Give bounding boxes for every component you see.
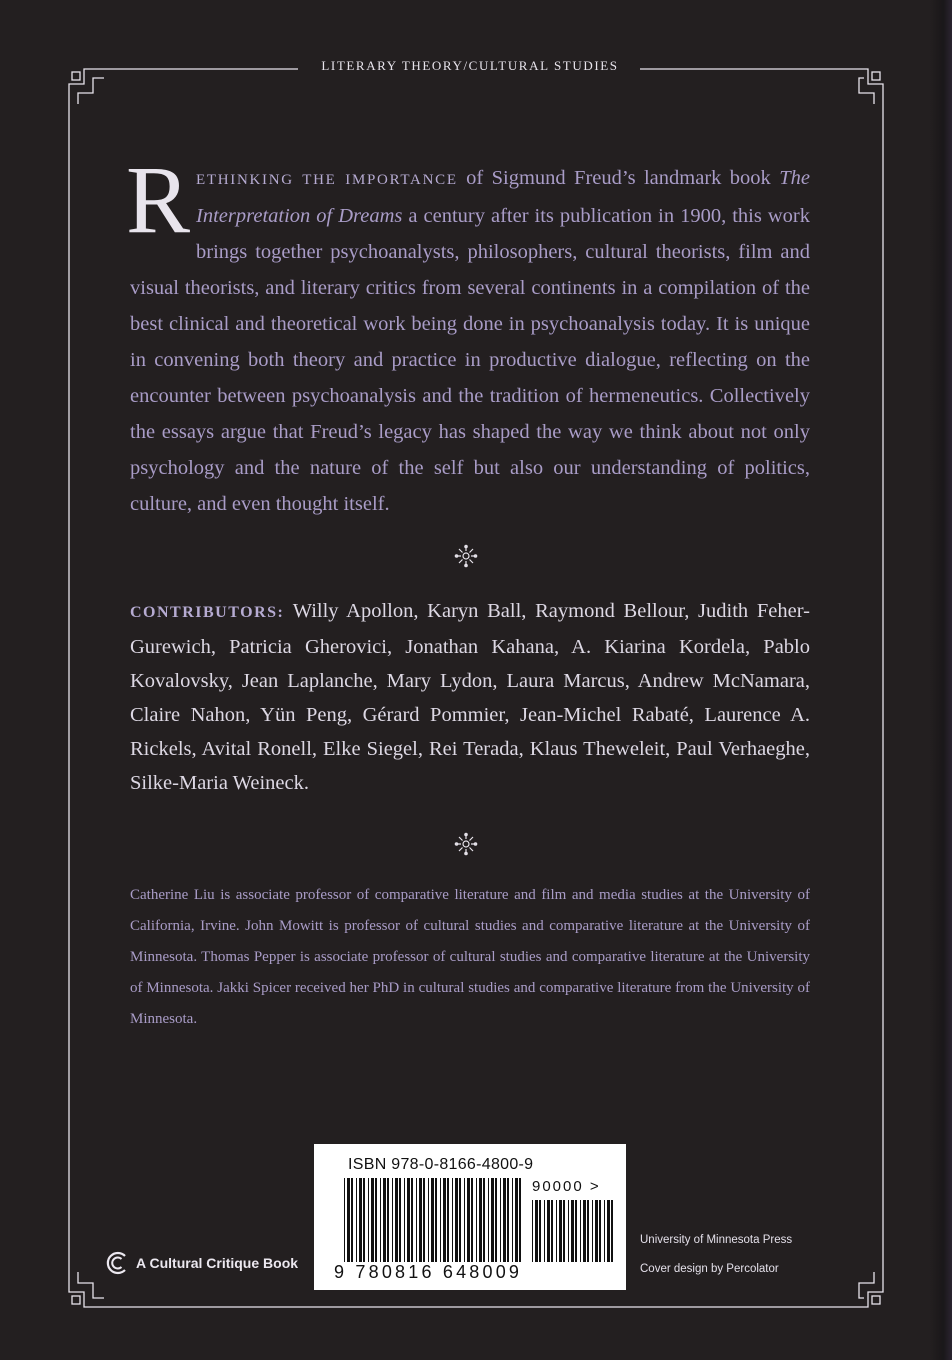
description-text-1: of Sigmund Freud’s landmark book bbox=[457, 167, 780, 189]
fleuron-ornament-icon bbox=[454, 832, 478, 856]
description-text-2: a century after its publication in 1900, this work brings together psychoanalysts, philosophers, cultural theorists, film and visual theorists, and literary critics from several continents in a compilation of the best clinical and theoretical work being done in psychoanalysis today. It is unique in convening both theory and practice in productive dialogue, reflecting on the encounter between psychoanalysis and the tradition of hermeneutics. Collectively the essays argue that Freud’s legacy has shaped the way we think about not only psychology and the nature of the self but also our understanding of politics, culture, and even thought itself. bbox=[130, 205, 810, 515]
fleuron-ornament-icon bbox=[454, 544, 478, 568]
series-label: A Cultural Critique Book bbox=[136, 1255, 299, 1271]
isbn-barcode-panel bbox=[314, 1144, 626, 1290]
contributors-paragraph bbox=[130, 594, 810, 800]
drop-cap: R bbox=[126, 146, 191, 253]
contributors-label: CONTRIBUTORS: bbox=[130, 604, 285, 621]
cover-design-credit: Cover design by Percolator bbox=[640, 1263, 779, 1275]
barcode-digits: 9 780816 648009 bbox=[334, 1262, 523, 1282]
publisher-name: University of Minnesota Press bbox=[640, 1234, 793, 1246]
category-label: LITERARY THEORY/CULTURAL STUDIES bbox=[321, 58, 619, 73]
lead-in-smallcaps: ETHINKING THE IMPORTANCE bbox=[196, 172, 458, 188]
description-paragraph bbox=[126, 146, 810, 522]
isbn-number: ISBN 978-0-8166-4800-9 bbox=[348, 1156, 534, 1173]
cultural-critique-logo-icon bbox=[104, 1250, 130, 1276]
contributors-names: Willy Apollon, Karyn Ball, Raymond Bellour, Judith Feher-Gurewich, Patricia Gherovici, Jonathan Kahana, A. Kiarina Kordela, Pablo Kovalovsky, Jean Laplanche, Mary Lydon, Laura Marcus, Andrew McNamara, Claire Nahon, Yün Peng, Gérard Pommier, Jean-Michel Rabaté, Laurence A. Rickels, Avital Ronell, Elke Siegel, Rei Terada, Klaus Theweleit, Paul Verhaeghe, Silke-Maria Weineck. bbox=[130, 600, 810, 794]
book-title: The Interpretation of Dreams bbox=[196, 167, 810, 227]
editors-bio-paragraph: Catherine Liu is associate professor of comparative literature and film and media studies at the University of California, Irvine. John Mowitt is professor of cultural studies and comparative literature at the University of Minnesota. Thomas Pepper is associate professor of cultural studies and comparative literature at the University of Minnesota. Jakki Spicer received her PhD in cultural studies and comparative literature from the University of Minnesota. bbox=[130, 887, 810, 1027]
price-code: 90000 > bbox=[532, 1178, 601, 1195]
